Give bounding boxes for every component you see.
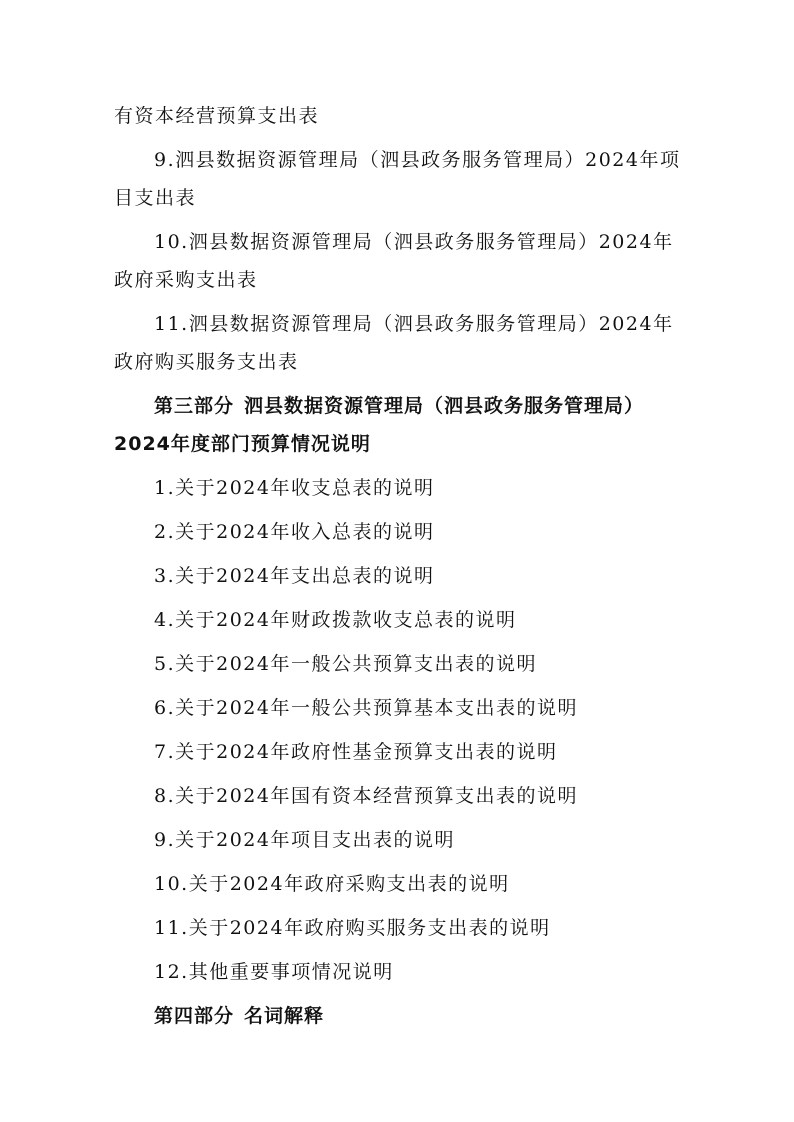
toc-line: 政府购买服务支出表 xyxy=(114,351,299,373)
toc-item: 7.关于2024年政府性基金预算支出表的说明 xyxy=(154,741,558,763)
toc-line: 目支出表 xyxy=(114,187,197,209)
section-heading-part4 xyxy=(154,1004,324,1028)
toc-item: 11.关于2024年政府购买服务支出表的说明 xyxy=(154,917,551,939)
toc-line: 有资本经营预算支出表 xyxy=(114,105,320,127)
toc-item: 6.关于2024年一般公共预算基本支出表的说明 xyxy=(154,697,578,719)
section-title: 泗县数据资源管理局（泗县政务服务管理局） xyxy=(244,395,645,417)
toc-line: 政府采购支出表 xyxy=(114,269,258,291)
toc-item: 8.关于2024年国有资本经营预算支出表的说明 xyxy=(154,785,578,807)
toc-item: 3.关于2024年支出总表的说明 xyxy=(154,565,435,587)
section-heading-part3 xyxy=(154,394,644,418)
section-number: 第四部分 xyxy=(154,1005,235,1027)
toc-line: 10.泗县数据资源管理局（泗县政务服务管理局）2024年 xyxy=(154,231,674,253)
section-number: 第三部分 xyxy=(154,395,235,417)
section-title-continued: 2024年度部门预算情况说明 xyxy=(114,433,371,455)
toc-item: 10.关于2024年政府采购支出表的说明 xyxy=(154,873,510,895)
toc-item: 5.关于2024年一般公共预算支出表的说明 xyxy=(154,653,537,675)
toc-line: 9.泗县数据资源管理局（泗县政务服务管理局）2024年项 xyxy=(154,149,681,171)
toc-item: 4.关于2024年财政拨款收支总表的说明 xyxy=(154,609,517,631)
toc-item: 2.关于2024年收入总表的说明 xyxy=(154,521,435,543)
toc-item: 12.其他重要事项情况说明 xyxy=(154,961,394,983)
toc-item: 1.关于2024年收支总表的说明 xyxy=(154,477,435,499)
toc-line: 11.泗县数据资源管理局（泗县政务服务管理局）2024年 xyxy=(154,313,674,335)
toc-item: 9.关于2024年项目支出表的说明 xyxy=(154,829,455,851)
section-title: 名词解释 xyxy=(244,1005,325,1027)
